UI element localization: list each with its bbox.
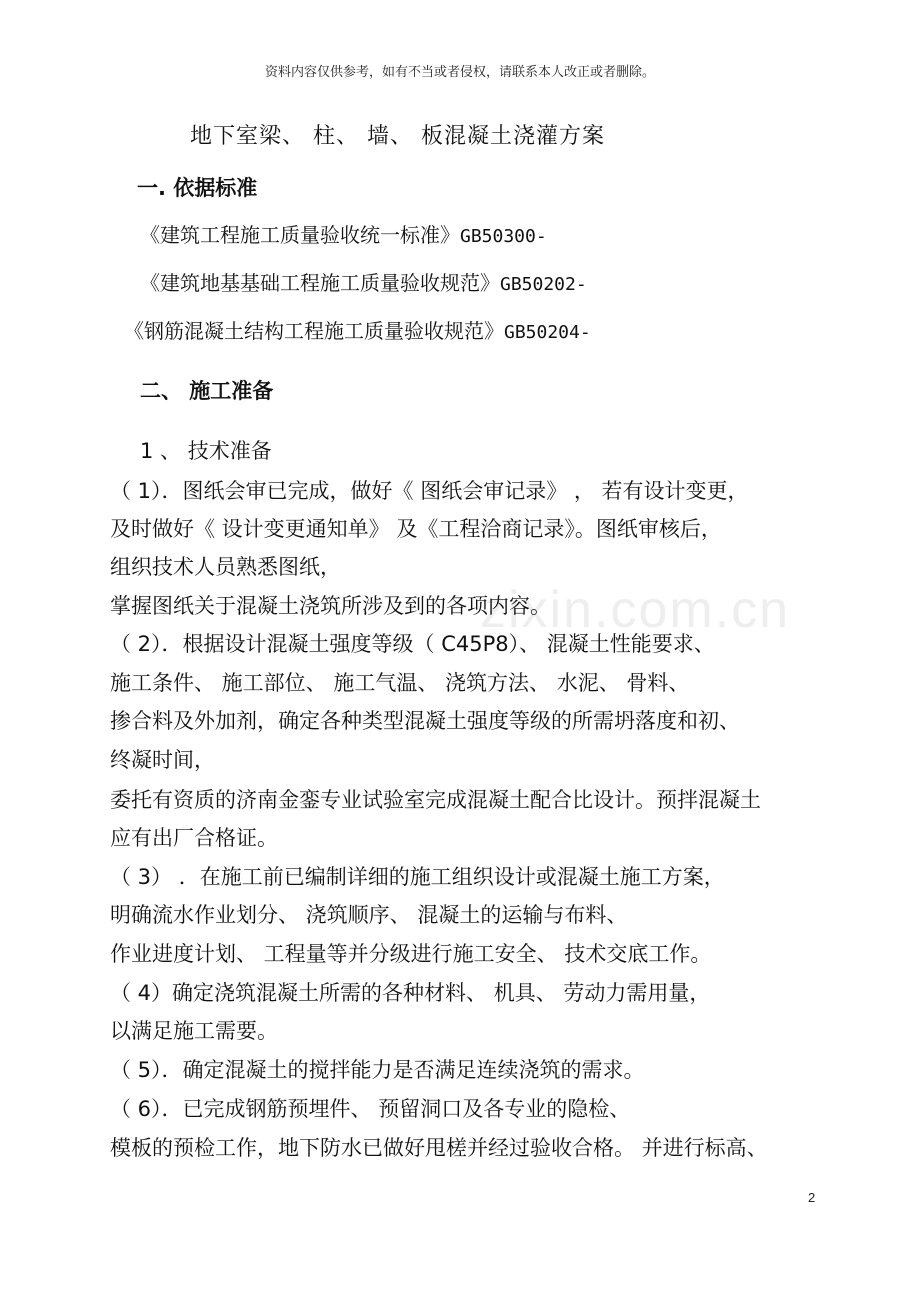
- watermark: zixin.com.cn: [480, 581, 791, 639]
- body-line: 终凝时间，: [110, 748, 215, 772]
- body-line: 明确流水作业划分、 浇筑顺序、 混凝土的运输与布料、: [110, 903, 628, 927]
- standard-code: GB50300-: [460, 226, 547, 247]
- section-heading-standards: 一. 依据标准: [137, 176, 258, 200]
- body-line: （ 4）确定浇筑混凝土所需的各种材料、 机具、 劳动力需用量，: [110, 981, 711, 1005]
- standard-item: [124, 318, 591, 346]
- body-line: （ 6）．已完成钢筋预埋件、 预留洞口及各专业的隐检、: [110, 1097, 631, 1121]
- standard-name: 《钢筋混凝土结构工程施工质量验收规范》: [124, 319, 504, 343]
- body-line: （ 5）．确定混凝土的搅拌能力是否满足连续浇筑的需求。: [110, 1058, 645, 1082]
- body-line: 组织技术人员熟悉图纸，: [110, 555, 341, 579]
- page-number: 2: [808, 1190, 816, 1205]
- standard-name: 《建筑地基基础工程施工质量验收规范》: [140, 271, 500, 295]
- body-line: 掌握图纸关于混凝土浇筑所涉及到的各项内容。: [110, 594, 551, 618]
- disclaimer-header: 资料内容仅供参考，如有不当或者侵权，请联系本人改正或者删除。: [264, 65, 655, 80]
- body-line: 作业进度计划、 工程量等并分级进行施工安全、 技术交底工作。: [110, 942, 712, 966]
- standard-name: 《建筑工程施工质量验收统一标准》: [140, 223, 460, 247]
- body-line: 掺合料及外加剂，确定各种类型混凝土强度等级的所需坍落度和初、: [110, 709, 740, 733]
- body-line: （ 2）．根据设计混凝土强度等级（ C45P8）、 混凝土性能要求、: [110, 632, 715, 656]
- standard-item: [140, 270, 587, 298]
- body-line: 以满足施工需要。: [110, 1019, 278, 1043]
- body-line: （ 1）．图纸会审已完成，做好《 图纸会审记录》 ， 若有设计变更，: [110, 479, 749, 503]
- body-line: 委托有资质的济南金銮专业试验室完成混凝土配合比设计。预拌混凝土: [110, 788, 761, 812]
- section-heading-preparation: 二、 施工准备: [140, 379, 274, 403]
- standard-code: GB50202-: [500, 274, 587, 295]
- body-line: 模板的预检工作，地下防水已做好甩槎并经过验收合格。 并进行标高、: [110, 1136, 768, 1160]
- body-line: （ 3） ．在施工前已编制详细的施工组织设计或混凝土施工方案，: [110, 865, 725, 889]
- subsection-heading-technical: 1 、 技术准备: [140, 439, 272, 463]
- body-line: 施工条件、 施工部位、 施工气温、 浇筑方法、 水泥、 骨料、: [110, 671, 690, 695]
- standard-item: [140, 222, 547, 250]
- body-line: 应有出厂合格证。: [110, 826, 278, 850]
- body-line: 及时做好《 设计变更通知单》 及《工程洽商记录》。图纸审核后，: [110, 517, 722, 541]
- standard-code: GB50204-: [504, 322, 591, 343]
- document-title: 地下室梁、 柱、 墙、 板混凝土浇灌方案: [190, 124, 605, 149]
